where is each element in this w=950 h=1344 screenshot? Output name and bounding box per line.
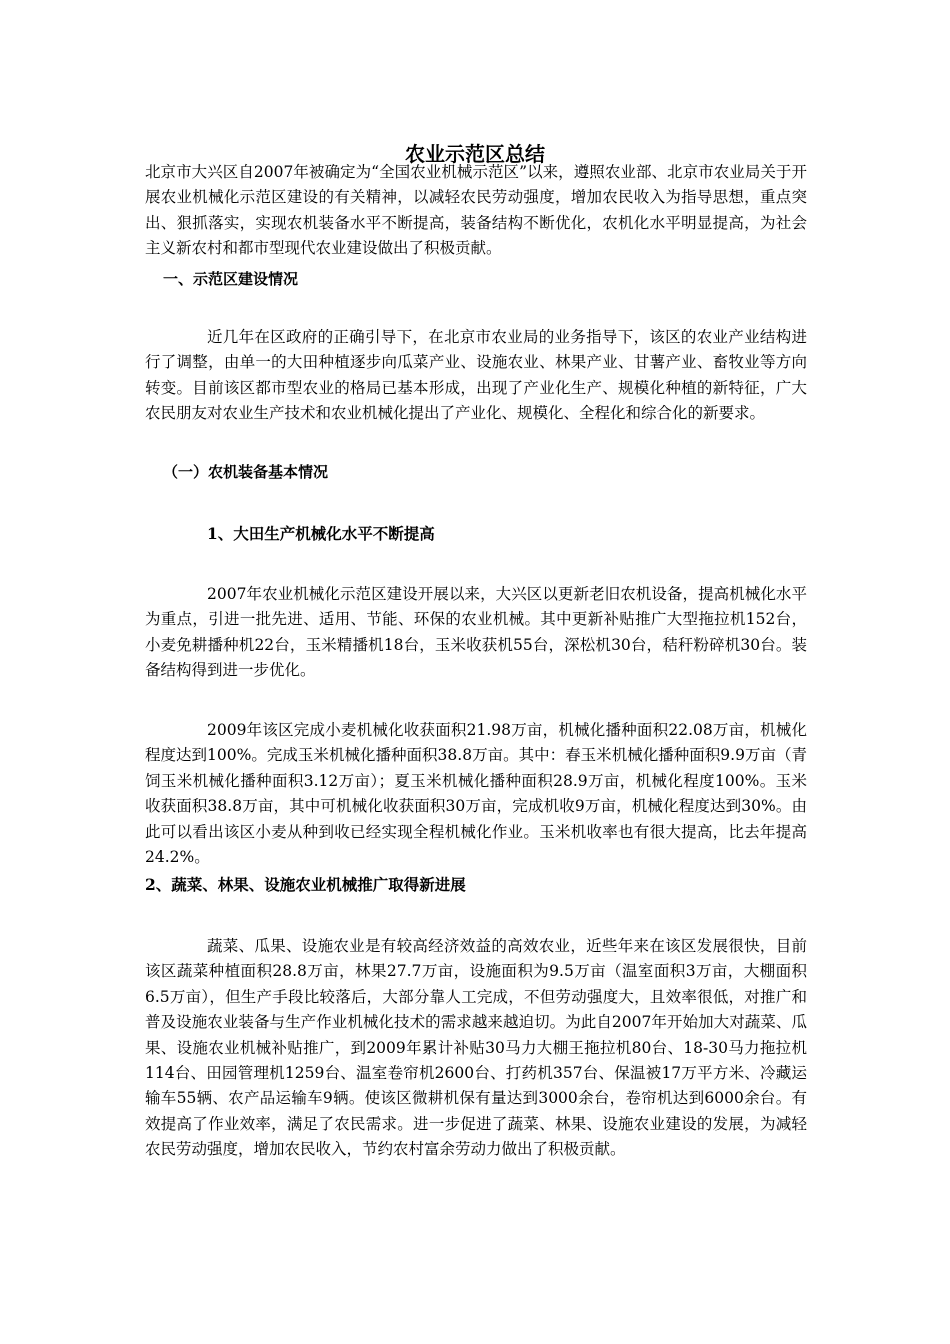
item-1-paragraph-2: 2009年该区完成小麦机械化收获面积21.98万亩，机械化播种面积22.08万亩，机械化程度达到100%。完成玉米机械化播种面积38.8万亩。其中：春玉米机械化播种面积9.9万亩（青饲玉米机械化播种面积3.12万亩）；夏玉米机械化播种面积28.9万亩，机械化程度100%。玉米收获面积38.8万亩，其中可机械化收获面积30万亩，完成机收9万亩，机械化程度达到30%。由此可以看出该区小麦从种到收已经实现全程机械化作业。玉米机收率也有很大提高，比去年提高24.2%。 bbox=[145, 721, 807, 867]
item-2-paragraph: 蔬菜、瓜果、设施农业是有较高经济效益的高效农业，近些年来在该区发展很快，目前该区蔬菜种植面积28.8万亩，林果27.7万亩，设施面积为9.5万亩（温室面积3万亩，大棚面积6.5万亩），但生产手段比较落后，大部分靠人工完成，不但劳动强度大，且效率很低，对推广和普及设施农业装备与生产作业机械化技术的需求越来越迫切。为此自2007年开始加大对蔬菜、瓜果、设施农业机械补贴推广，到2009年累计补贴30马力大棚王拖拉机80台、18-30马力拖拉机114台、田园管理机1259台、温室卷帘机2600台、打药机357台、保温被17万平方米、冷藏运输车55辆、农产品运输车9辆。使该区微耕机保有量达到3000余台，卷帘机达到6000余台。有效提高了作业效率，满足了农民需求。进一步促进了蔬菜、林果、设施农业建设的发展，为减轻农民劳动强度，增加农民收入，节约农村富余劳动力做出了积极贡献。 bbox=[145, 937, 807, 1159]
section-1-heading: 一、示范区建设情况 bbox=[163, 270, 299, 288]
document-title: 农业示范区总结 bbox=[405, 142, 545, 167]
subsection-1-heading: （一）农机装备基本情况 bbox=[163, 463, 329, 481]
intro-paragraph: 北京市大兴区自2007年被确定为“全国农业机械示范区”以来，遵照农业部、北京市农业局关于开展农业机械化示范区建设的有关精神，以减轻农民劳动强度，增加农民收入为指导思想，重点突出、狠抓落实，实现农机装备水平不断提高，装备结构不断优化，农机化水平明显提高，为社会主义新农村和都市型现代农业建设做出了积极贡献。 bbox=[145, 163, 807, 258]
section-1-paragraph: 近几年在区政府的正确引导下，在北京市农业局的业务指导下，该区的农业产业结构进行了调整，由单一的大田种植逐步向瓜菜产业、设施农业、林果产业、甘薯产业、畜牧业等方向转变。目前该区都市型农业的格局已基本形成，出现了产业化生产、规模化种植的新特征，广大农民朋友对农业生产技术和农业机械化提出了产业化、规模化、全程化和综合化的新要求。 bbox=[145, 328, 807, 423]
item-1-heading: 1、大田生产机械化水平不断提高 bbox=[207, 524, 435, 543]
item-2-heading: 2、蔬菜、林果、设施农业机械推广取得新进展 bbox=[145, 875, 466, 894]
item-1-paragraph-1: 2007年农业机械化示范区建设开展以来，大兴区以更新老旧农机设备，提高机械化水平为重点，引进一批先进、适用、节能、环保的农业机械。其中更新补贴推广大型拖拉机152台，小麦免耕播种机22台，玉米精播机18台，玉米收获机55台，深松机30台，秸秆粉碎机30台。装备结构得到进一步优化。 bbox=[145, 585, 807, 680]
